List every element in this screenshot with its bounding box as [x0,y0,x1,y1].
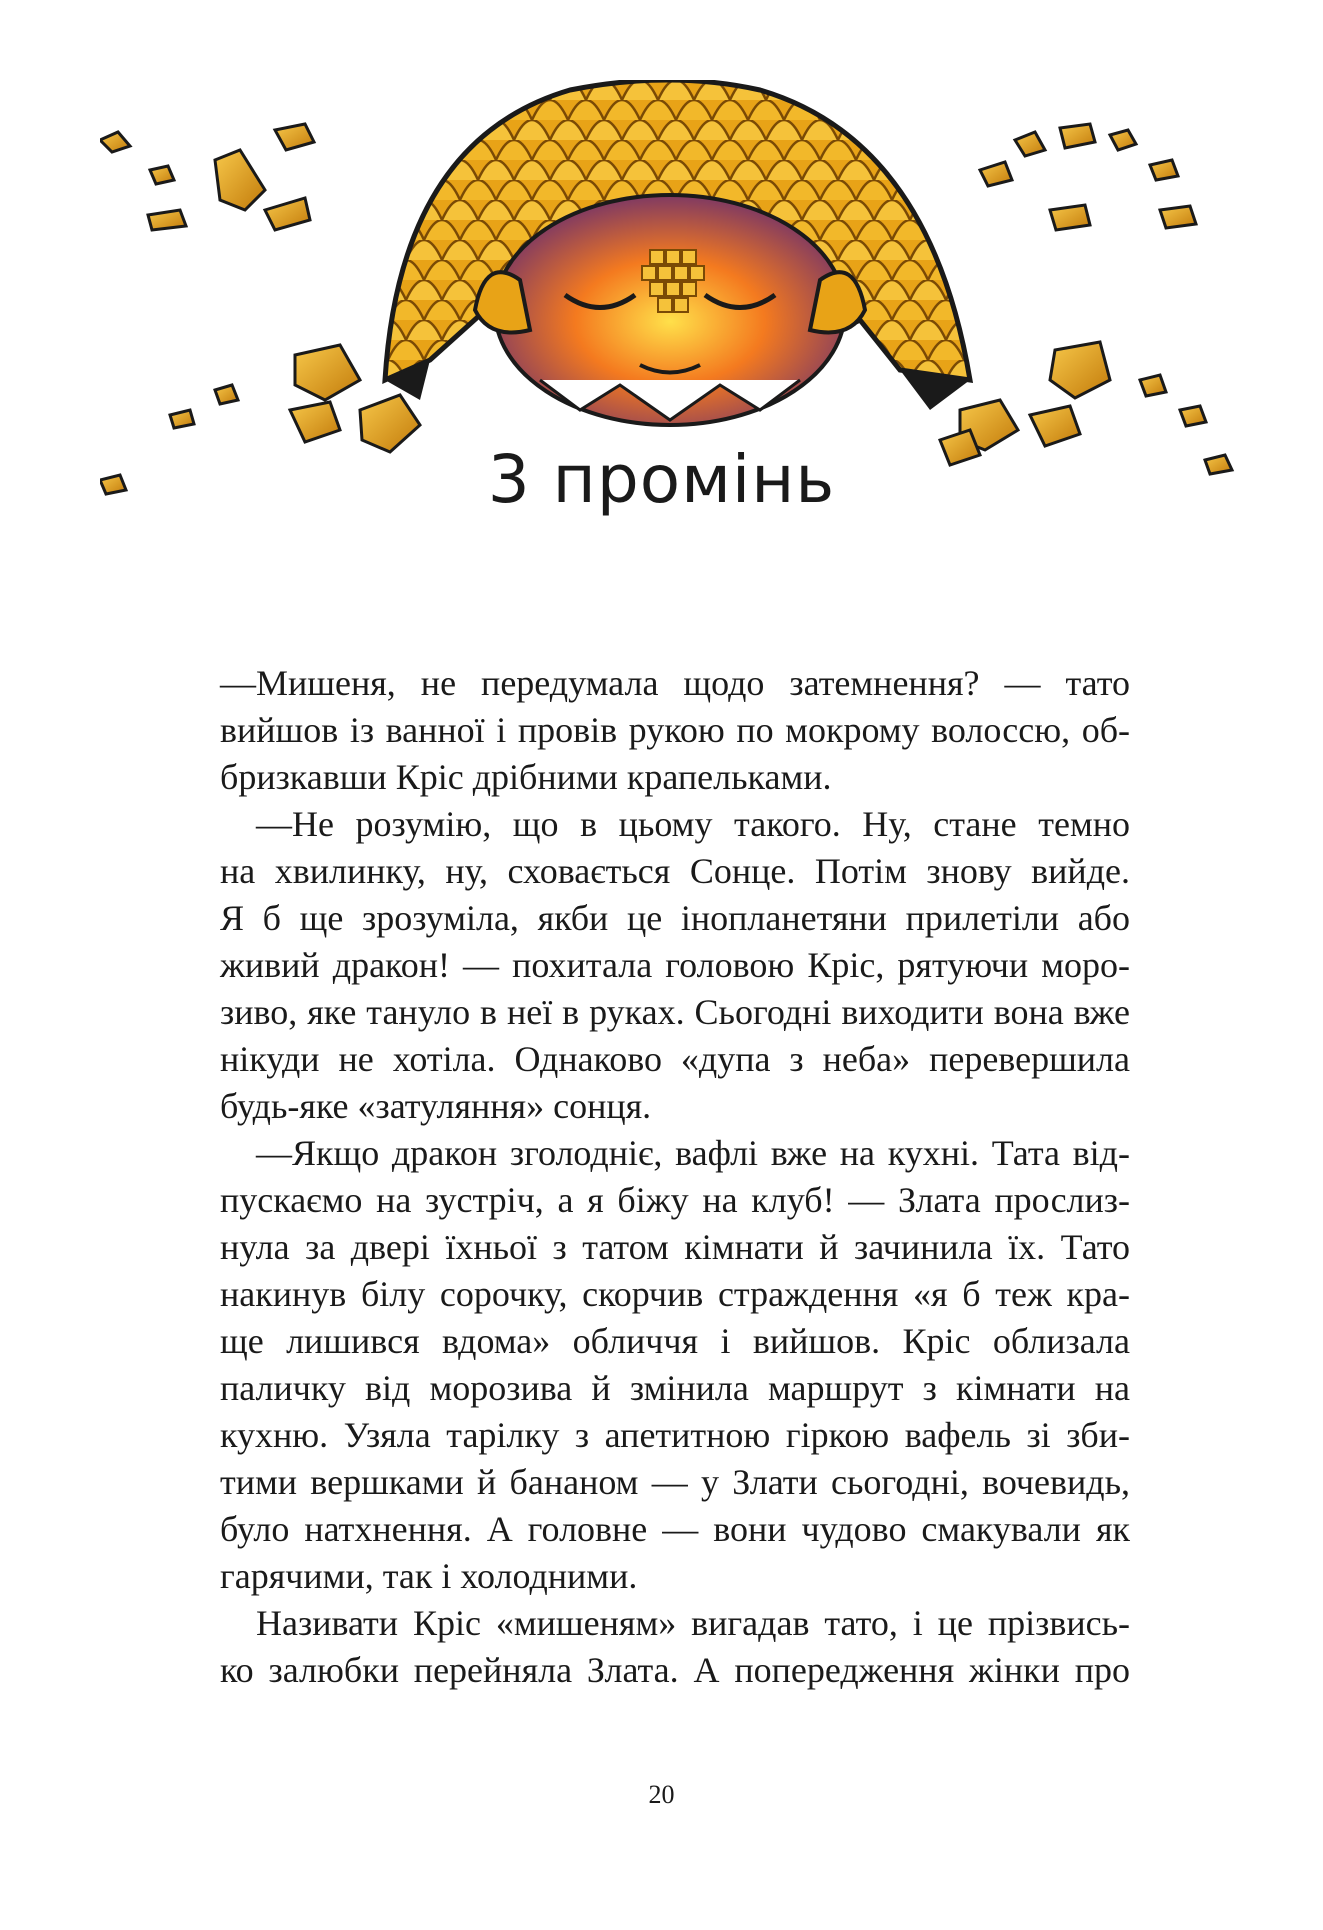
text-line: накинув білу сорочку, скорчив страждення «я б теж кра- [220,1274,1130,1314]
text-line: будь-яке «затуляння» сонця. [220,1086,652,1126]
text-line: нікуди не хотіла. Однаково «дупа з неба» перевершила [220,1039,1130,1079]
body-text [220,660,1130,1694]
text-line: паличку від морозива й змінила маршрут з кімнати на [220,1368,1130,1408]
page-number: 20 [648,1780,675,1809]
text-line: кухню. Узяла тарілку з апетитною гіркою вафель зі зби- [220,1415,1130,1455]
text-line: бризкавши Кріс дрібними крапельками. [220,757,832,797]
text-line: Називати Кріс «мишеням» вигадав тато, і це прізвись- [256,1603,1130,1643]
text-line: —Не розумію, що в цьому такого. Ну, стане темно [256,804,1130,844]
text-line: пускаємо на зустріч, а я біжу на клуб! — Злата прослиз- [220,1180,1130,1220]
text-line: ко залюбки перейняла Злата. А попередження жінки про [220,1650,1130,1690]
text-line: було натхнення. А головне — вони чудово смакували як [220,1509,1130,1549]
text-line: зиво, яке тануло в неї в руках. Сьогодні виходити вона вже [220,992,1130,1032]
chapter-title: 3 промінь [487,441,836,518]
text-line: гарячими, так і холодними. [220,1556,638,1596]
text-line: —Якщо дракон зголодніє, вафлі вже на кухні. Тата від- [256,1133,1130,1173]
text-line: Я б ще зрозуміла, якби це інопланетяни прилетіли або [220,898,1130,938]
text-line: вийшов із ванної і провів рукою по мокрому волоссю, об- [220,710,1130,750]
text-line: —Мишеня, не передумала щодо затемнення? — тато [220,663,1130,703]
text-line: живий дракон! — похитала головою Кріс, рятуючи моро- [220,945,1130,985]
text-line: тими вершками й бананом — у Злати сьогодні, вочевидь, [220,1462,1130,1502]
text-line: на хвилинку, ну, сховається Сонце. Потім знову вийде. [220,851,1130,891]
text-line: нула за двері їхньої з татом кімнати й зачинила їх. Тато [220,1227,1130,1267]
text-line: ще лишився вдома» обличчя і вийшов. Кріс облизала [220,1321,1130,1361]
